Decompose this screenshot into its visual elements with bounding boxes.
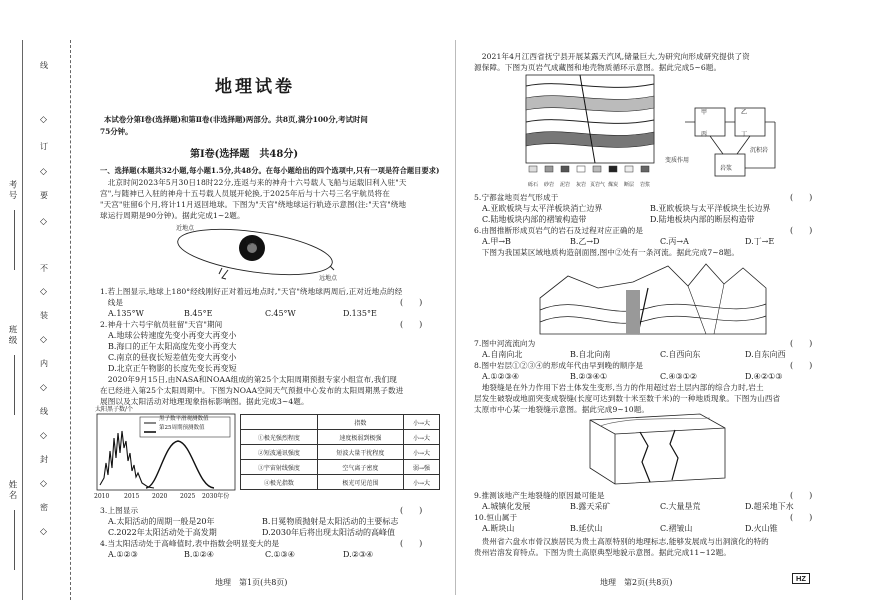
margin-char: 线 xyxy=(40,407,48,416)
index-table xyxy=(240,414,440,490)
answer-blank[interactable]: ( ) xyxy=(790,339,813,348)
passage-line: 地裂缝是在外力作用下岩土体发生变形,当力的作用超过岩土层内部的综合力时,岩土 xyxy=(474,383,764,392)
answer-blank[interactable]: ( ) xyxy=(400,539,423,548)
diamond-icon: ◇ xyxy=(40,383,47,393)
orbit-diagram xyxy=(170,222,340,284)
option-b[interactable]: B.②③④① xyxy=(570,372,608,381)
margin-char: 要 xyxy=(40,191,48,200)
table-row xyxy=(241,415,440,430)
label-name: 姓名 xyxy=(7,480,17,501)
table-header-cell: 指数 xyxy=(317,415,403,430)
part-title: 第Ⅰ卷(选择题 共48分) xyxy=(190,149,299,160)
label-exam-number: 考号 xyxy=(7,180,17,201)
passage-line: 源保障。下图为页岩气成藏图和地壳物质循环示意图。据此完成5~6题。 xyxy=(474,63,722,72)
cycle-label: 甲 xyxy=(701,109,708,116)
question-6: 6.由图推断形成页岩气的岩石及过程对应正确的是 xyxy=(474,226,644,235)
option-c[interactable]: C.自西向东 xyxy=(660,350,701,359)
table-row xyxy=(241,445,440,460)
passage-line: 北京时间2023年5月30日18时22分,连返与来的神舟十六号载人飞船与运载旧利入驻"天 xyxy=(100,178,407,187)
section-title: 一、选择题(本题共32小题,每小题1.5分,共48分。在每小题给出的四个选项中,只有一项是符合题目要求) xyxy=(100,166,440,175)
question-10: 10.恒山属于 xyxy=(474,513,518,522)
question-1-cont: 线是 xyxy=(100,298,124,307)
label-class: 班级 xyxy=(7,325,17,346)
option-d[interactable]: D.北京正午物影的长度先变长再变短 xyxy=(108,364,237,373)
legend-label: 灰岩 xyxy=(576,182,587,188)
option-b[interactable]: B.海口的正午太阳高度先变小再变大 xyxy=(108,342,237,351)
shale-gas-diagram xyxy=(525,74,655,174)
answer-blank[interactable]: ( ) xyxy=(790,513,813,522)
option-b[interactable]: B.露天采矿 xyxy=(570,502,611,511)
table-cell: 速度极弱到极强 xyxy=(317,430,403,445)
cycle-label: 丁 xyxy=(741,131,748,138)
option-b[interactable]: B.延伏山 xyxy=(570,524,603,533)
option-a[interactable]: A.断块山 xyxy=(482,524,515,533)
class-field[interactable] xyxy=(14,355,15,415)
legend-label: 砾石 xyxy=(528,182,539,188)
answer-blank[interactable]: ( ) xyxy=(400,506,423,515)
passage-line: 下图为我国某区域地质构造剖面图,图中②处有一条河流。据此完成7~8题。 xyxy=(474,248,740,257)
option-a[interactable]: A.城镇化发展 xyxy=(482,502,531,511)
page-left xyxy=(90,0,450,607)
geologic-section-diagram xyxy=(538,258,768,336)
table-cell: ④极光指数 xyxy=(241,475,318,490)
option-d[interactable]: D.135°E xyxy=(343,309,377,318)
cycle-label: 丙 xyxy=(701,131,708,138)
page-right xyxy=(460,0,865,607)
answer-blank[interactable]: ( ) xyxy=(790,491,813,500)
chart-xtick: 2015 xyxy=(124,493,140,500)
passage-line: 球运行周期是90分钟)。据此完成1~2题。 xyxy=(100,211,245,220)
table-row xyxy=(241,475,440,490)
diamond-icon: ◇ xyxy=(40,527,47,537)
table-cell: 极光可见范围 xyxy=(317,475,403,490)
legend-label: 断层 xyxy=(624,182,635,188)
option-d[interactable]: D.2030年后将出现太阳活动的高峰值 xyxy=(262,528,396,537)
option-b[interactable]: B.亚欧板块与太平洋板块生长边界 xyxy=(650,204,771,213)
question-3: 3.上图显示 xyxy=(100,506,139,515)
diamond-icon: ◇ xyxy=(40,167,47,177)
diamond-icon: ◇ xyxy=(40,287,47,297)
legend-label: 岩浆 xyxy=(640,182,651,188)
page-title: 地理试卷 xyxy=(215,77,295,97)
passage-line: 宫",与随神已入驻的神舟十五号载人员展开轮换,于2025年后与十六号三名宇航员将在 xyxy=(100,189,390,198)
option-a[interactable]: A.135°W xyxy=(108,309,144,318)
center-divider xyxy=(455,40,456,595)
option-a[interactable]: A.地球公转速度先变小再变大再变小 xyxy=(108,331,237,340)
diamond-icon: ◇ xyxy=(40,115,47,125)
option-b[interactable]: B.45°E xyxy=(184,309,213,318)
margin-char: 密 xyxy=(40,503,48,512)
diamond-icon: ◇ xyxy=(40,217,47,227)
option-d[interactable]: D.超采地下水 xyxy=(745,502,794,511)
binding-margin xyxy=(0,0,90,607)
diamond-icon: ◇ xyxy=(40,431,47,441)
passage-line: 2021年4月江西省抚宁县开展某露天汽风,储量巨大,为研究向形成研究提供了资 xyxy=(474,52,750,61)
option-c[interactable]: C.大量垦荒 xyxy=(660,502,701,511)
option-a[interactable]: A.太阳活动的周期一般是20年 xyxy=(108,517,215,526)
table-cell: 小→大 xyxy=(404,430,440,445)
passage-line: 2020年9月15日,由NASA和NOAA组成的第25个太阳周期预报专家小组宣布,我们现 xyxy=(100,375,397,384)
option-c[interactable]: C.45°W xyxy=(265,309,296,318)
answer-blank[interactable]: ( ) xyxy=(790,193,813,202)
answer-blank[interactable]: ( ) xyxy=(790,361,813,370)
question-7: 7.图中河流流向为 xyxy=(474,339,536,348)
margin-char: 不 xyxy=(40,264,48,273)
chart-xtick: 2030年份 xyxy=(202,493,230,500)
passage-line: 贵州省六盘水市骨汉族居民为贵土高原特别的地理标志,能够发展成与出洞演化的特的 xyxy=(474,537,769,546)
passage-line: 展图以及太阳活动对地理现象指标影响图。据此完成3~4题。 xyxy=(100,397,309,406)
exam-number-field[interactable] xyxy=(14,210,15,270)
option-a[interactable]: A.①②③ xyxy=(108,550,138,559)
answer-blank[interactable]: ( ) xyxy=(400,320,423,329)
cycle-label: 变质作用 xyxy=(665,157,690,164)
option-b[interactable]: B.日冕物质抛射是太阳活动的主要标志 xyxy=(262,517,399,526)
ground-fissure-diagram xyxy=(580,406,730,488)
margin-char: 封 xyxy=(40,455,48,464)
option-d[interactable]: D.火山锥 xyxy=(745,524,778,533)
binding-line-inner xyxy=(70,40,71,600)
passage-line: 太原市中心某一地裂缝示意图。据此完成9~10题。 xyxy=(474,405,650,414)
option-a[interactable]: A.亚欧板块与太平洋板块消亡边界 xyxy=(482,204,603,213)
binding-line-outer xyxy=(22,40,23,600)
question-5: 5.宁都盆地页岩气形成于 xyxy=(474,193,559,202)
legend-label: 煤炭 xyxy=(608,182,619,188)
table-cell: 小→大 xyxy=(404,475,440,490)
diamond-icon: ◇ xyxy=(40,335,47,345)
chart-xtick: 2020 xyxy=(152,493,168,500)
intro-line: 本试卷分第Ⅰ卷(选择题)和第Ⅱ卷(非选择题)两部分。共8页,满分100分,考试时间 xyxy=(104,115,368,124)
margin-char: 订 xyxy=(40,142,48,151)
option-b[interactable]: B.乙→D xyxy=(570,237,600,246)
option-d[interactable]: D.自东向西 xyxy=(745,350,786,359)
table-cell: 弱→强 xyxy=(404,460,440,475)
answer-blank[interactable]: ( ) xyxy=(790,226,813,235)
paper-code-badge: HZ xyxy=(792,573,810,584)
option-d[interactable]: D.陆地板块内部的断层构造带 xyxy=(650,215,755,224)
option-c[interactable]: C.丙→A xyxy=(660,237,689,246)
table-header-cell: 小→大 xyxy=(404,415,440,430)
chart-xtick: 2025 xyxy=(180,493,196,500)
option-b[interactable]: B.①②④ xyxy=(184,550,214,559)
orbit-label-earth: 地球 xyxy=(245,239,258,246)
question-1: 1.若上图显示,地球上180°经线刚好正对着远地点时,"天宫"绕地球两周后,正对近地点的经 xyxy=(100,287,403,296)
option-a[interactable]: A.甲→B xyxy=(482,237,511,246)
diamond-icon: ◇ xyxy=(40,479,47,489)
option-c[interactable]: C.2022年太阳活动处于高发期 xyxy=(108,528,217,537)
legend-label: 砂岩 xyxy=(544,182,555,188)
option-a[interactable]: A.①②③④ xyxy=(482,372,520,381)
margin-char: 内 xyxy=(40,359,48,368)
chart-ylabel: 太阳黑子数/个 xyxy=(95,406,134,413)
orbit-label-perigee: 近地点 xyxy=(176,225,195,232)
table-cell: ①极光强烈程度 xyxy=(241,430,318,445)
legend-label: 页岩气 xyxy=(590,182,606,188)
option-a[interactable]: A.自南向北 xyxy=(482,350,523,359)
table-cell: ②短波通讯强度 xyxy=(241,445,318,460)
option-c[interactable]: C.褶皱山 xyxy=(660,524,693,533)
option-b[interactable]: B.自北向南 xyxy=(570,350,611,359)
option-d[interactable]: D.丁→E xyxy=(745,237,775,246)
option-c[interactable]: C.陆地板块内部的褶皱构造带 xyxy=(482,215,587,224)
cycle-label: 岩浆 xyxy=(720,165,733,172)
passage-line: "天宫"驻留6个月,将计11月返回地球。下图为"天宫"绕地球运行轨迹示意图(注:"天宫"绕地 xyxy=(100,200,407,209)
option-d[interactable]: D.②③④ xyxy=(343,550,374,559)
passage-line: 层发生破裂或地面突变成裂缝(长度可达到数十米至数千米)的一种地质现象。下图为山西省 xyxy=(474,394,781,403)
page-footer: 地理 第1页(共8页) xyxy=(215,578,288,587)
question-4: 4.当太阳活动处于高峰值时,表中指数会明显变大的是 xyxy=(100,539,280,548)
cycle-label: 乙 xyxy=(741,109,748,116)
table-cell: 空气离子密度 xyxy=(317,460,403,475)
rock-cycle-diagram xyxy=(675,98,785,190)
question-2: 2.神舟十六号宇航员驻留"天宫"期间 xyxy=(100,320,223,329)
chart-legend-predicted: 第25周期预测数值 xyxy=(159,425,205,431)
table-header-cell xyxy=(241,415,318,430)
margin-char: 线 xyxy=(40,61,48,70)
table-row xyxy=(241,460,440,475)
cycle-label: 沉积岩 xyxy=(750,147,769,154)
passage-line: 贵州岩溶发育特点。下图为贵土高原典型地貌示意图。据此完成11~12题。 xyxy=(474,548,731,557)
question-8: 8.图中岩层①②③④的形成年代由早到晚的顺序是 xyxy=(474,361,644,370)
option-c[interactable]: C.①③④ xyxy=(265,550,295,559)
margin-char: 装 xyxy=(40,311,48,320)
table-row xyxy=(241,430,440,445)
chart-xtick: 2010 xyxy=(94,493,110,500)
option-d[interactable]: D.④②①③ xyxy=(745,372,783,381)
option-c[interactable]: C.南京的昼夜长短差值先变大再变小 xyxy=(108,353,237,362)
intro-line: 75分钟。 xyxy=(100,127,133,136)
option-c[interactable]: C.④③①② xyxy=(660,372,698,381)
table-cell: 小→大 xyxy=(404,445,440,460)
passage-line: 在已经进入第25个太阳周期中。下图为NOAA空间天气预报中心发布的太阳周期黑子数进 xyxy=(100,386,404,395)
table-cell: 短波大量干扰程度 xyxy=(317,445,403,460)
table-cell: ③宇宙射线强度 xyxy=(241,460,318,475)
name-field[interactable] xyxy=(14,510,15,570)
page-footer: 地理 第2页(共8页) xyxy=(600,578,673,587)
legend-label: 泥岩 xyxy=(560,182,571,188)
chart-legend-observed: 黑子数平滑观测数值 xyxy=(159,416,209,422)
answer-blank[interactable]: ( ) xyxy=(400,298,423,307)
question-9: 9.推测该地产生地裂缝的原因最可能是 xyxy=(474,491,605,500)
orbit-label-apogee: 远地点 xyxy=(319,275,338,282)
